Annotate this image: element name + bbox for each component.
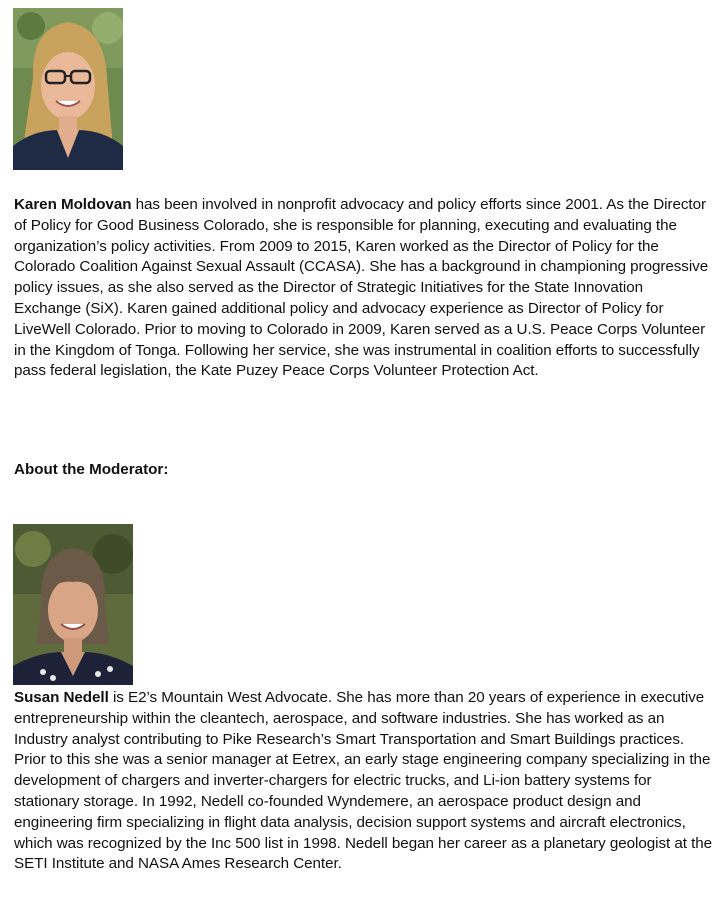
speaker-bio	[14, 195, 714, 382]
moderator-bio-text: is E2’s Mountain West Advocate. She has more than 20 years of experience in executive entrepreneurship within the cleantech, aerospace, and software industries. She has worked as an Industry analyst contributing to Pike Research’s Smart Transportation and Smart Buildings practices. Prior to this she was a senior manager at Eetrex, an early stage engineering company specializing in the development of chargers and inverter-chargers for electric trucks, and Li-ion battery systems for stationary storage. In 1992, Nedell co-founded Wyndemere, an aerospace product design and engineering firm specializing in flight data analysis, decision support systems and aircraft electronics, which was recognized by the Inc 500 list in 1998. Nedell began her career as a planetary geologist at the SETI Institute and NASA Ames Research Center.	[14, 689, 713, 873]
moderator-name: Susan Nedell	[14, 689, 109, 706]
moderator-bio	[14, 688, 714, 875]
moderator-photo	[13, 524, 133, 685]
speaker-photo	[13, 8, 123, 170]
speaker-name: Karen Moldovan	[14, 196, 132, 213]
moderator-heading: About the Moderator:	[14, 461, 169, 478]
moderator-portrait-image	[13, 524, 133, 685]
speaker-portrait-image	[13, 8, 123, 170]
speaker-bio-text: has been involved in nonprofit advocacy and policy efforts since 2001. As the Director of Policy for Good Business Colorado, she is responsible for planning, executing and evaluating the organization’s policy activities. From 2009 to 2015, Karen worked as the Director of Policy for the Colorado Coalition Against Sexual Assault (CCASA). She has a background in championing progressive policy issues, as she also served as the Director of Strategic Initiatives for the State Innovation Exchange (SiX). Karen gained additional policy and advocacy experience as Director of Policy for LiveWell Colorado. Prior to moving to Colorado in 2009, Karen served as a U.S. Peace Corps Volunteer in the Kingdom of Tonga. Following her service, she was instrumental in coalition efforts to successfully pass federal legislation, the Kate Puzey Peace Corps Volunteer Protection Act.	[14, 196, 709, 380]
